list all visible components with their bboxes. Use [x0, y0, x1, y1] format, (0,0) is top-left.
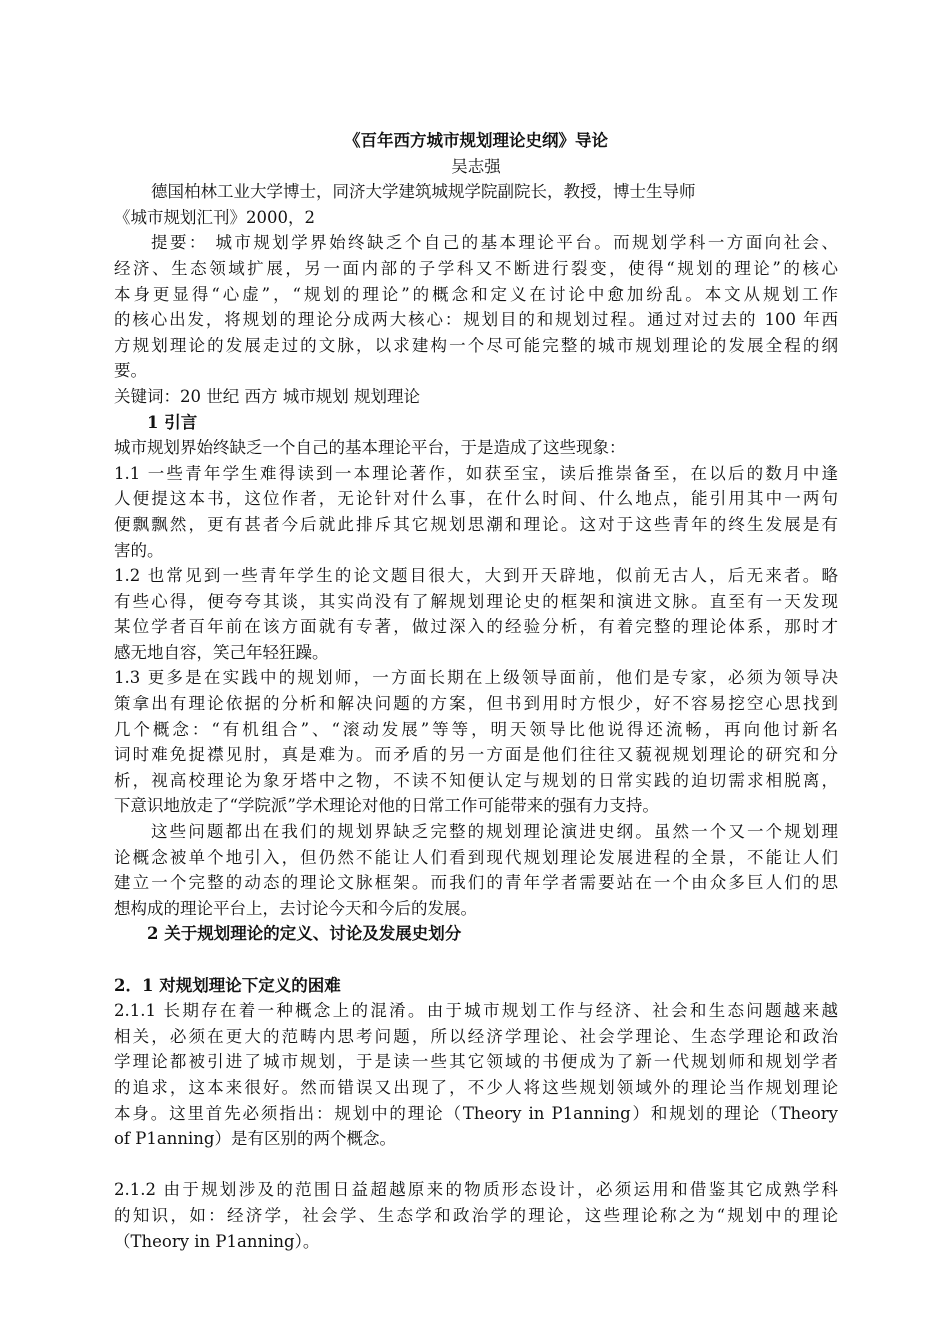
paragraph-line: 便飘飘然，更有甚者今后就此排斥其它规划思潮和理论。这对于这些青年的终生发展是有 — [114, 514, 838, 534]
paragraph-line: 1.1 一些青年学生难得读到一本理论著作，如获至宝，读后推崇备至，在以后的数月中逢 — [114, 463, 838, 483]
publication-source: 《城市规划汇刊》2000，2 — [114, 207, 315, 227]
paragraph-line: 人便提这本书，这位作者，无论针对什么事，在什么时间、什么地点，能引用其中一两句 — [114, 489, 838, 509]
paragraph-line: 析，视高校理论为象牙塔中之物，不读不知便认定与规划的日常实践的迫切需求相脱离， — [114, 770, 838, 790]
paragraph-line: 下意识地放走了“学院派”学术理论对他的日常工作可能带来的强有力支持。 — [114, 796, 659, 816]
blank-line — [114, 1152, 838, 1178]
paragraph-line: 2.1.2 由于规划涉及的范围日益超越原来的物质形态设计，必须运用和借鉴其它成熟学科 — [114, 1180, 838, 1200]
abstract-line: 本身更显得“心虚”，“规划的理论”的概念和定义在讨论中愈加纷乱。本文从规划工作 — [114, 284, 838, 304]
paragraph-line: 建立一个完整的动态的理论文脉框架。而我们的青年学者需要站在一个由众多巨人们的思 — [114, 873, 838, 893]
blank-line — [114, 947, 838, 973]
paragraph-line: 学理论都被引进了城市规划，于是读一些其它领域的书便成为了新一代规划师和规划学者 — [114, 1052, 838, 1072]
paragraph-line: 某位学者百年前在该方面就有专著，做过深入的经验分析，有着完整的理论体系，那时才 — [114, 617, 838, 637]
paragraph-line: 几个概念：“有机组合”、“滚动发展”等等，明天领导比他说得还流畅，再向他讨新名 — [114, 719, 838, 739]
paragraph-line: （Theory in P1anning）。 — [114, 1231, 320, 1251]
paragraph-line: 相关，必须在更大的范畴内思考问题，所以经济学理论、社会学理论、生态学理论和政治 — [114, 1026, 838, 1046]
paragraph-line: 的知识，如：经济学，社会学、生态学和政治学的理论，这些理论称之为“规划中的理论 — [114, 1205, 838, 1225]
author-affiliation: 德国柏林工业大学博士，同济大学建筑城规学院副院长，教授，博士生导师 — [151, 182, 696, 202]
paragraph-2-1-2 — [114, 1177, 838, 1254]
abstract-line: 的核心出发，将规划的理论分成两大核心：规划目的和规划过程。通过对过去的 100 年西 — [114, 310, 838, 330]
paragraph-line: 想构成的理论平台上，去讨论今天和今后的发展。 — [114, 898, 477, 918]
abstract-line: 经济、生态领域扩展，另一面内部的子学科又不断进行裂变，使得“规划的理论”的核心 — [114, 258, 838, 278]
paragraph-line: 1.2 也常见到一些青年学生的论文题目很大，大到开天辟地，似前无古人，后无来者。略 — [114, 566, 838, 586]
paragraph-2-1-1 — [114, 998, 838, 1152]
section-intro: 城市规划界始终缺乏一个自己的基本理论平台，于是造成了这些现象： — [114, 438, 626, 458]
document-title: 《百年西方城市规划理论史纲》导论 — [344, 131, 608, 150]
paragraph-line: 的追求，这本来很好。然而错误又出现了，不少人将这些规划领域外的理论当作规划理论 — [114, 1077, 838, 1097]
paragraph-line: 本身。这里首先必须指出：规划中的理论（Theory in P1anning）和规划的理论（Theory — [114, 1103, 838, 1123]
paragraph-1-2 — [114, 563, 838, 665]
section-heading-2: 2 关于规划理论的定义、讨论及发展史划分 — [147, 924, 462, 944]
paragraph-1-1 — [114, 461, 838, 563]
abstract-line: 方规划理论的发展走过的文脉，以求建构一个尽可能完整的城市规划理论的发展全程的纲 — [114, 335, 838, 355]
paragraph-line: of P1anning）是有区别的两个概念。 — [114, 1129, 396, 1149]
abstract-line: 要。 — [114, 361, 147, 381]
document-body — [114, 128, 838, 1254]
keywords: 关键词：20 世纪 西方 城市规划 规划理论 — [114, 386, 420, 406]
paragraph-line: 1.3 更多是在实践中的规划师，一方面长期在上级领导面前，他们是专家，必须为领导决 — [114, 668, 838, 688]
paragraph-line: 2.1.1 长期存在着一种概念上的混淆。由于城市规划工作与经济、社会和生态问题越来越 — [114, 1001, 838, 1021]
abstract — [114, 230, 838, 384]
paragraph-line: 策拿出有理论依据的分析和解决问题的方案，但书到用时方恨少，好不容易挖空心思找到 — [114, 694, 838, 714]
paragraph-1-3 — [114, 665, 838, 819]
paragraph-line: 这些问题都出在我们的规划界缺乏完整的规划理论演进史纲。虽然一个又一个规划理 — [151, 822, 838, 842]
paragraph-line: 论概念被单个地引入，但仍然不能让人们看到现代规划理论发展进程的全景，不能让人们 — [114, 847, 838, 867]
paragraph-line: 有些心得，便夸夸其谈，其实尚没有了解规划理论史的框架和演进文脉。直至有一天发现 — [114, 591, 838, 611]
author-name: 吴志强 — [451, 156, 501, 176]
section-heading-1: 1 引言 — [147, 412, 198, 432]
abstract-line: 提要： 城市规划学界始终缺乏个自己的基本理论平台。而规划学科一方面向社会、 — [151, 233, 838, 253]
paragraph-line: 词时难免捉襟见肘，真是难为。而矛盾的另一方面是他们往往又藐视规划理论的研究和分 — [114, 745, 838, 765]
paragraph-line: 感无地自容，笑己年轻狂躁。 — [114, 642, 329, 662]
subsection-heading-2-1: 2．1 对规划理论下定义的困难 — [114, 975, 341, 995]
paragraph-summary — [114, 819, 838, 921]
paragraph-line: 害的。 — [114, 540, 164, 560]
